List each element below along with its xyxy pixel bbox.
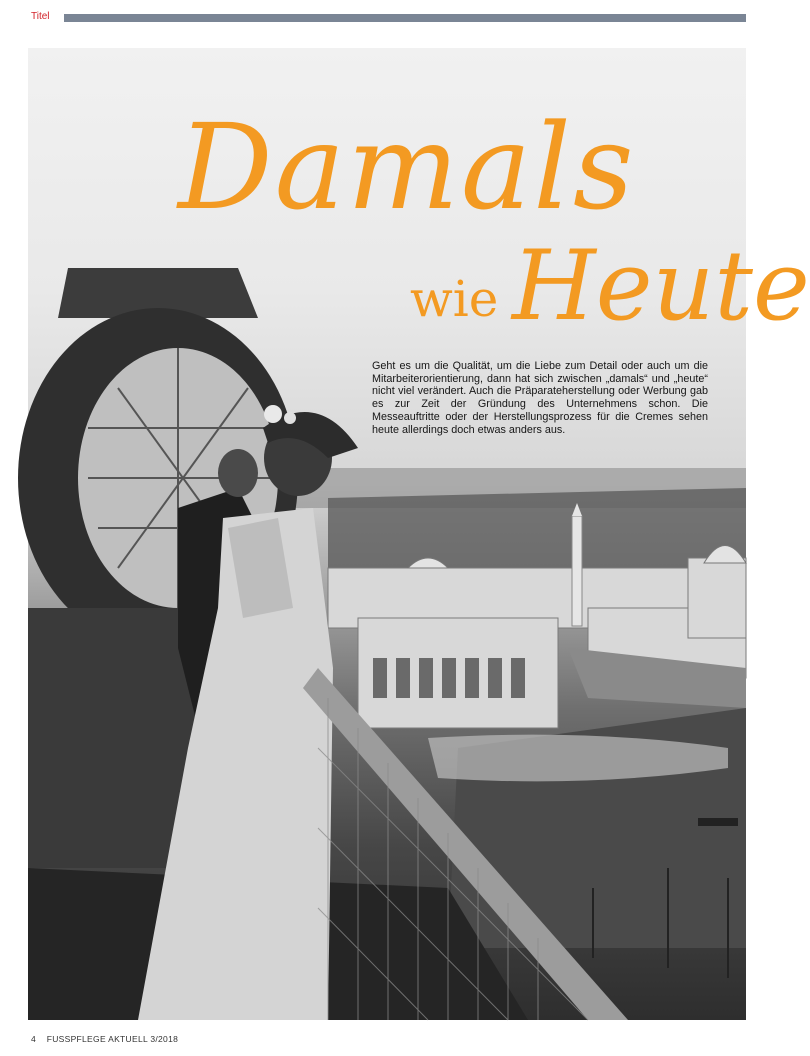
title-line-2-large: Heute [512, 230, 810, 342]
historic-photo [28, 48, 810, 1020]
title-line-2-small: wie [410, 270, 499, 328]
header-rule [64, 14, 746, 22]
intro-paragraph: Geht es um die Qualität, um die Liebe zum Detail oder auch um die Mitarbeiterorientierung, dann hat sich zwischen „damals“ und „heute“ nicht viel verändert. Auch die Präparateherstellung oder Werbung gab es zur Zeit der Gründung des Unternehmens schon. Die Messeauftritte oder der Herstellungsprozess für die Cremes sehen heute allerdings doch etwas anders aus. [372, 359, 708, 436]
page-number: 4 [31, 1034, 37, 1044]
publication-name: FUSSPFLEGE AKTUELL 3/2018 [46, 1034, 179, 1044]
section-label: Titel [31, 11, 50, 22]
page-footer [31, 1034, 178, 1044]
title-line-1: Damals [178, 98, 636, 236]
